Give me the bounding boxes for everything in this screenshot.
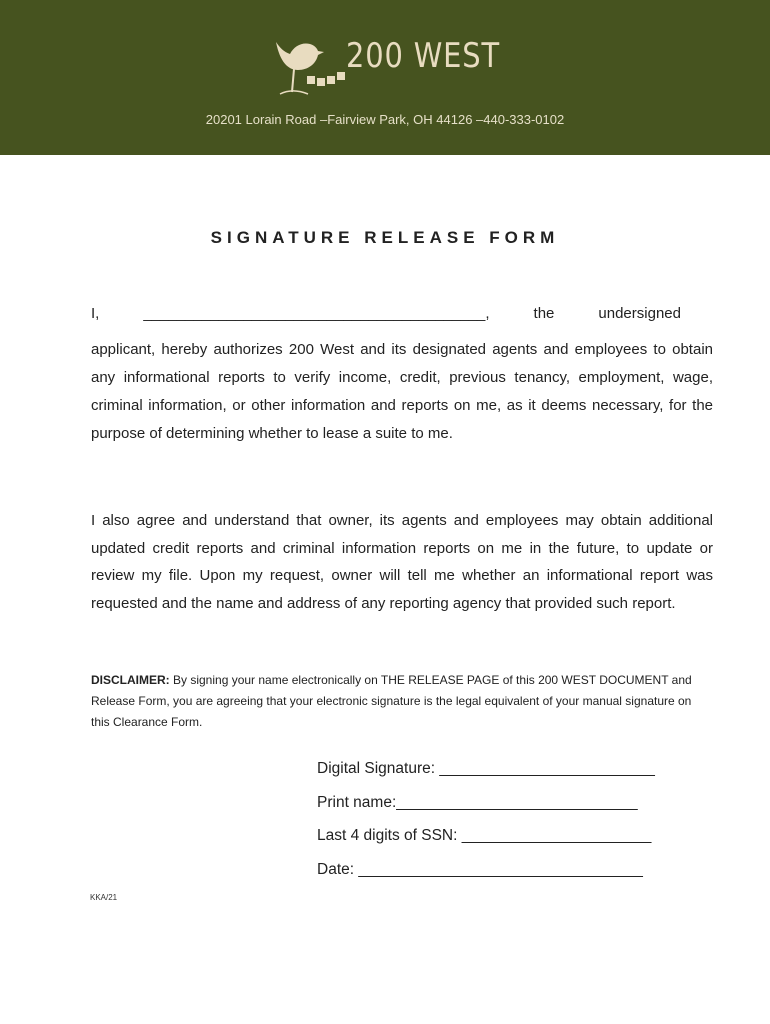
print-name-field[interactable]: Print name:____________________________	[317, 793, 638, 811]
agreement-paragraph: I also agree and understand that owner, its agents and employees may obtain additional updated credit reports and criminal information reports on me in the future, to update or review my file. Upon my request, owner will tell me whether an informational report was requested and the name and address of any reporting agency that provided such report.	[91, 512, 713, 612]
header-banner	[0, 0, 770, 155]
form-title: SIGNATURE RELEASE FORM	[210, 228, 560, 247]
digital-signature-field[interactable]: Digital Signature: _________________________	[317, 760, 655, 777]
form-code: KKA/21	[90, 893, 118, 902]
signature-fields	[317, 757, 677, 891]
line-prefix: I,	[91, 305, 100, 322]
applicant-line	[91, 305, 713, 322]
address-line: 20201 Lorain Road –Fairview Park, OH 44126 –440-333-0102	[205, 112, 565, 127]
date-field[interactable]: Date: _________________________________	[317, 860, 643, 878]
ssn-last4-field[interactable]: Last 4 digits of SSN: ______________________	[317, 827, 652, 844]
disclaimer-label: DISCLAIMER:	[91, 673, 170, 687]
applicant-name-blank: _________________________________________,	[143, 305, 490, 322]
line-word-undersigned: undersigned	[598, 305, 681, 322]
brand-name: 200 WEST	[346, 36, 500, 76]
authorization-paragraph: applicant, hereby authorizes 200 West and its designated agents and employees to obtain any informational reports to verify income, credit, previous tenancy, employment, wage, criminal information, or other information and reports on me, as it deems necessary, for the purpose of determining whether to lease a suite to me.	[91, 341, 713, 442]
disclaimer	[91, 670, 707, 733]
disclaimer-text: By signing your name electronically on THE RELEASE PAGE of this 200 WEST DOCUMENT and Release Form, you are agreeing that your electronic signature is the legal equivalent of your manual signature on this Clearance Form.	[91, 673, 692, 729]
line-word-the: the	[533, 305, 555, 322]
